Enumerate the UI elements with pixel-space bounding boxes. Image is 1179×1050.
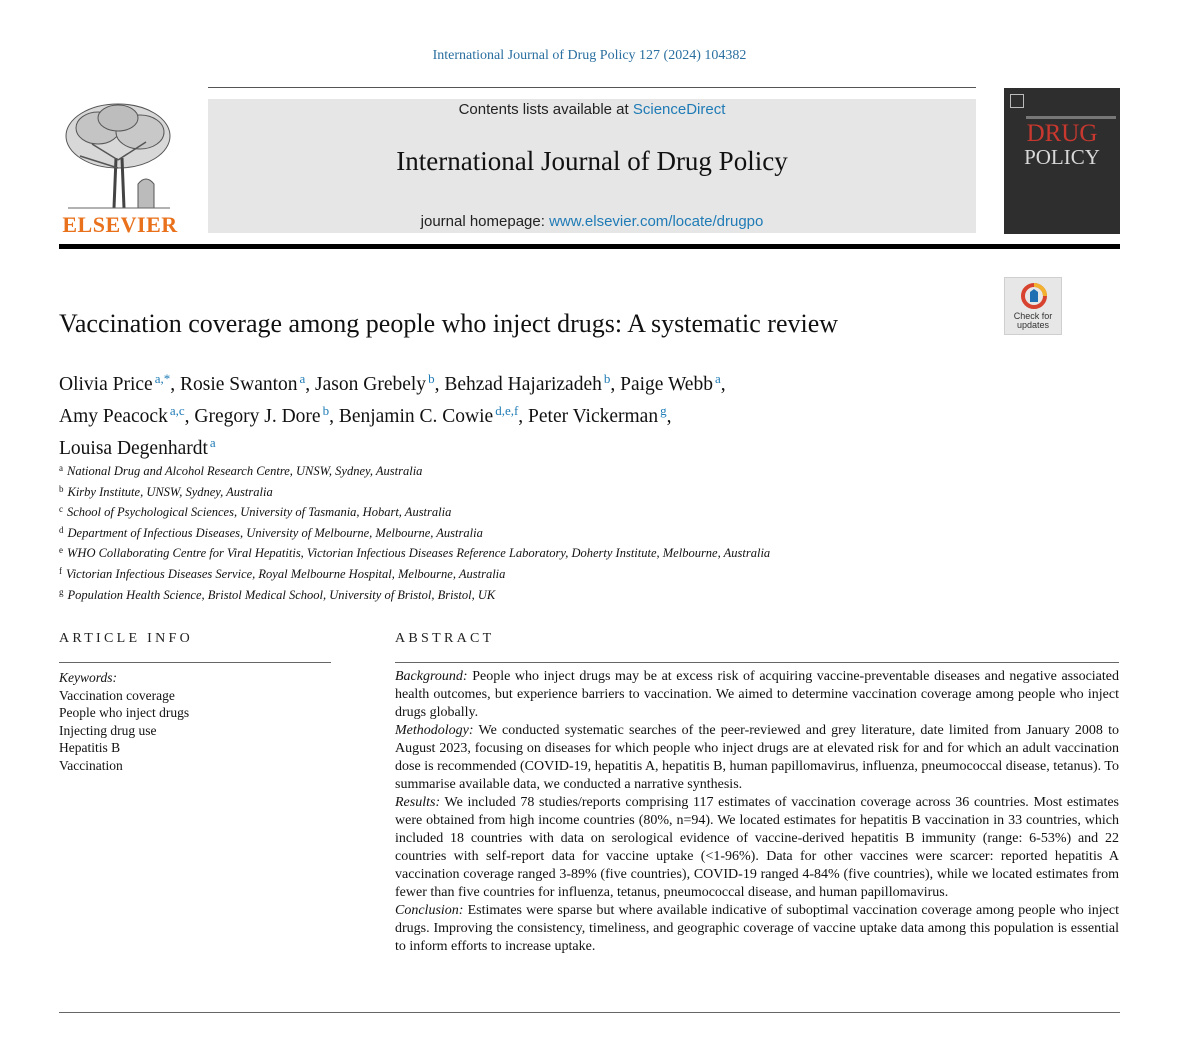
homepage-prefix: journal homepage: — [420, 213, 550, 230]
contents-prefix: Contents lists available at — [458, 101, 633, 118]
sciencedirect-link[interactable]: ScienceDirect — [632, 101, 726, 118]
abstract-conclusion: Conclusion: Estimates were sparse but where available indicative of suboptimal vaccination coverage among people who inject drugs. Improving the consistency, timeliness, and geographic coverage of vaccine uptake data among this population is essential to inform efforts to increase uptake. — [395, 903, 1119, 954]
affiliation-text: Kirby Institute, UNSW, Sydney, Australia — [67, 484, 273, 499]
affiliation-text: WHO Collaborating Centre for Viral Hepatitis, Victorian Infectious Diseases Reference Laboratory, Doherty Institute, Melbourne, Australia — [67, 546, 771, 561]
publisher-wordmark[interactable]: ELSEVIER — [62, 212, 178, 237]
author-affiliation-marker[interactable]: a — [209, 435, 216, 450]
keyword-item: People who inject drugs — [59, 705, 190, 721]
journal-cover-image[interactable] — [1004, 88, 1120, 234]
affiliation-text: School of Psychological Sciences, University of Tasmania, Hobart, Australia — [67, 505, 452, 520]
author-list: Olivia Price $^{a,*}$, Rosie Swanton $^a$, Jason Grebely $^b$, Behzad Hajarizadeh $^b$, Paige Webb $^a$, Amy Peacock $^{a,c}$, Gregory J. Dore $^b$, Benjamin C. Cowie $^{d,e,f}$, Peter Vickerman $^g$, Louisa Degenhardt $^a$ — [59, 371, 726, 459]
affiliation-key: a — [59, 463, 63, 473]
homepage-line — [208, 213, 976, 230]
cover-title-line1: DRUG — [1026, 120, 1098, 147]
header-top-rule — [208, 87, 976, 88]
author-affiliation-marker[interactable]: a,c — [169, 403, 185, 418]
journal-title: International Journal of Drug Policy — [396, 146, 788, 176]
author-affiliation-marker[interactable]: d,e,f — [495, 403, 519, 418]
affiliation-key: d — [59, 524, 64, 535]
keyword-item: Vaccination — [59, 757, 123, 773]
affiliation-item — [59, 501, 1109, 522]
cover-title-line2: POLICY — [1024, 145, 1100, 169]
author-name[interactable]: Benjamin C. Cowie — [338, 406, 494, 427]
abstract-results: Results: We included 78 studies/reports comprising 117 estimates of vaccination coverage across 36 countries. Most estimates were obtained from high income countries (80%, n=94). We located estimates for hepatitis B vaccination in 33 countries, which included 18 countries with data on serological evidence of vaccine-derived hepatitis B immunity (range: 6-53%) and 22 countries with self-report data for vaccine uptake (<1-96%). Data for other vaccines were scarcer: reported hepatitis A vaccination coverage ranged 3-89% (five countries), COVID-19 ranged 4-84% (five countries), while we located estimates from fewer than five countries for influenza, tetanus, pneumococcal disease, and human papillomavirus. — [395, 795, 1119, 900]
article-title: Vaccination coverage among people who inject drugs: A systematic review — [59, 309, 839, 338]
author-name[interactable]: Peter Vickerman — [528, 406, 659, 427]
abstract-background: Background: People who inject drugs may be at excess risk of acquiring vaccine-preventable diseases and negative associated health outcomes, but experience barriers to vaccination. We aimed to determine vaccination coverage among people who inject drugs globally. — [395, 669, 1119, 720]
affiliation-item — [59, 522, 1109, 543]
author-name[interactable]: Amy Peacock — [59, 406, 168, 427]
citation-line[interactable]: International Journal of Drug Policy 127 (2024) 104382 — [432, 48, 747, 63]
affiliation-key: b — [59, 483, 64, 494]
author-name[interactable]: Behzad Hajarizadeh — [444, 374, 602, 395]
abstract-methodology: Methodology: We conducted systematic searches of the peer-reviewed and grey literature, date limited from January 2008 to August 2023, focusing on diseases for which people who inject drugs are at elevated risk for and for which an adult vaccination dose is recommended (COVID-19, hepatitis A, hepatitis B, human papillomavirus, influenza, pneumococcal disease, tetanus). To summarise available data, we conducted a narrative synthesis. — [395, 723, 1120, 792]
author-affiliation-marker[interactable]: a — [299, 371, 306, 386]
cover-publisher-icon — [1010, 94, 1024, 108]
abstract-body — [395, 668, 1119, 956]
bottom-rule — [59, 1012, 1120, 1013]
author-affiliation-marker[interactable]: b — [322, 403, 330, 418]
keyword-item: Hepatitis B — [59, 740, 121, 756]
abstract-rule — [395, 662, 1119, 663]
author-name[interactable]: Paige Webb — [620, 374, 713, 395]
author-name[interactable]: Gregory J. Dore — [194, 406, 321, 427]
affiliation-key: f — [59, 565, 62, 576]
affiliation-text: National Drug and Alcohol Research Centre, UNSW, Sydney, Australia — [67, 464, 423, 478]
check-for-updates-button[interactable] — [1004, 277, 1062, 335]
affiliation-item — [59, 481, 1109, 502]
author-affiliation-marker[interactable]: a — [714, 371, 721, 386]
contents-line — [208, 101, 976, 118]
keywords-label: Keywords: — [59, 670, 117, 685]
affiliation-list — [59, 460, 1109, 604]
affiliation-key: c — [59, 504, 63, 515]
affiliation-item — [59, 542, 1109, 563]
affiliation-text: Department of Infectious Diseases, University of Melbourne, Melbourne, Australia — [67, 525, 483, 540]
cover-subtitle-bar — [1026, 116, 1116, 119]
keyword-item: Vaccination coverage — [59, 687, 175, 703]
article-info-rule — [59, 662, 331, 663]
homepage-link[interactable]: www.elsevier.com/locate/drugpo — [549, 213, 764, 230]
affiliation-text: Population Health Science, Bristol Medical School, University of Bristol, Bristol, UK — [67, 587, 496, 602]
affiliation-item — [59, 460, 1109, 481]
affiliation-text: Victorian Infectious Diseases Service, Royal Melbourne Hospital, Melbourne, Australia — [66, 566, 506, 581]
keywords-block — [59, 669, 331, 775]
article-info-heading: ARTICLE INFO — [59, 631, 194, 646]
affiliation-item — [59, 563, 1109, 584]
author-name[interactable]: Louisa Degenhardt — [59, 438, 208, 459]
check-updates-icon — [1021, 283, 1047, 309]
check-updates-label: Check for updates — [1013, 311, 1053, 330]
abstract-heading: ABSTRACT — [395, 631, 495, 646]
author-name[interactable]: Olivia Price — [59, 374, 153, 395]
affiliation-key: e — [59, 545, 63, 556]
author-name[interactable]: Rosie Swanton — [179, 374, 298, 395]
header-thick-rule — [59, 244, 1120, 249]
affiliation-key: g — [59, 586, 64, 597]
author-affiliation-marker[interactable]: g — [660, 403, 667, 418]
author-affiliation-marker[interactable]: a,* — [154, 371, 171, 386]
affiliation-item — [59, 584, 1109, 605]
author-affiliation-marker[interactable]: b — [428, 371, 435, 386]
author-name[interactable]: Jason Grebely — [315, 374, 427, 395]
author-affiliation-marker[interactable]: b — [603, 371, 611, 386]
keyword-item: Injecting drug use — [59, 722, 157, 738]
